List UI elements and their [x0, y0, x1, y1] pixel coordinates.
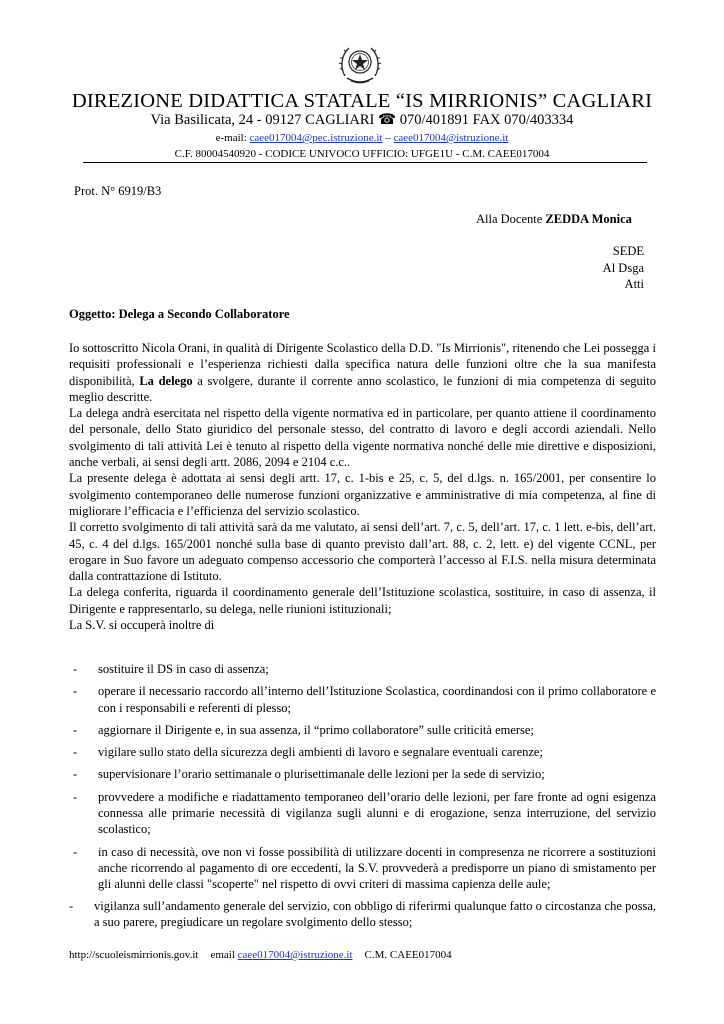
- email-main-link[interactable]: caee017004@istruzione.it: [393, 132, 509, 144]
- body-paragraph-2: La delega andrà esercitata nel rispetto della vigente normativa ed in particolare, per quanto attiene il coordinamento del personale, dello Stato giuridico del personale stesso, del contratto di lavoro e degli accordi aziendali. Nello svolgimento di tali attività Lei è tenuto al rispetto della vigente normativa nonché delle mie direttive e disposizioni, anche verbali, ai sensi degli artt. 2086, 2094 e 2104 c.c..: [69, 406, 656, 470]
- list-item: [69, 844, 656, 893]
- subject-line: Oggetto: Delega a Secondo Collaboratore: [69, 307, 290, 321]
- emblem-icon: [337, 40, 383, 90]
- duty-text: supervisionare l’orario settimanale o plurisettimanale delle lezioni per la sede di servizio;: [98, 767, 545, 782]
- page-footer: [69, 949, 464, 961]
- footer-email-link[interactable]: caee017004@istruzione.it: [237, 949, 353, 961]
- addressee-prefix: Alla Docente: [476, 212, 546, 226]
- school-name: DIREZIONE DIDATTICA STATALE “IS MIRRIONIS” CAGLIARI: [71, 90, 653, 112]
- list-item: [69, 744, 656, 760]
- body-paragraph-3: La presente delega è adottata ai sensi degli artt. 17, c. 1-bis e 25, c. 5, del d.lgs. n. 165/2001, per consentire lo svolgimento contemporaneo delle numerose funzioni organizzative e amministrative di mia competenza, al fine di migliorare l’efficacia e l’efficienza del servizio scolastico.: [69, 471, 656, 518]
- footer-email-label: email: [210, 949, 238, 961]
- p1-text-b: a svolgere, durante il corrente anno scolastico, le funzioni di mia competenza di seguito meglio descritte.: [69, 373, 656, 404]
- bullet-dash: -: [73, 745, 78, 760]
- bullet-dash: -: [73, 722, 78, 737]
- p1-text-a: Io sottoscritto Nicola Orani, in qualità di Dirigente Scolastico della D.D. "Is Mirrionis", ritenendo che Lei possegga i requisiti professionali e l’esperienza richiesti dalla specifica natura delle funzioni oltre che la sua manifesta disponibilità,: [69, 341, 656, 388]
- duty-text: in caso di necessità, ove non vi fosse possibilità di utilizzare docenti in compresenza ne ricorrere a sostituzioni anche ricorrendo al pagamento di ore eccedenti, la S.V. provvederà a predisporre un piano di smistamento per gli alunni delle classi "scoperte" nel rispetto di ovvi criteri di massima capienza delle aule;: [98, 844, 656, 892]
- email-label: e-mail:: [215, 132, 250, 144]
- recipients-block: [603, 243, 644, 293]
- body-paragraph-5: La delega conferita, riguarda il coordinamento generale dell’Istituzione scolastica, sostituire, in caso di assenza, il Dirigente e rappresentarlo, su delega, nelle riunioni istituzionali;: [69, 585, 656, 616]
- bullet-dash: -: [73, 767, 78, 782]
- footer-website-link[interactable]: http://scuoleismirrionis.gov.it: [69, 949, 199, 961]
- addressee-name: ZEDDA Monica: [545, 212, 632, 226]
- duty-text: sostituire il DS in caso di assenza;: [98, 662, 269, 676]
- body-paragraph-4: Il corretto svolgimento di tali attività sarà da me valutato, ai sensi dell’art. 7, c. 5, dell’art. 17, c. 1 lett. e-bis, dell’art. 45, c. 4 del d.lgs. 165/2001 nonché sulla base di quanto previsto dall’art. 88, c. 2, lett. e) del vigente CCNL, per erogare in Suo favore un adeguato compenso accessorio che comporterà l’accesso al F.I.S. nella misura determinata dalla contrattazione di Istituto.: [69, 520, 656, 584]
- duty-text: operare il necessario raccordo all’interno dell’Istituzione Scolastica, coordinandosi con il primo collaboratore e con i responsabili e referenti di plesso;: [98, 684, 656, 715]
- header-divider: [83, 162, 647, 163]
- list-item: [69, 683, 656, 716]
- bullet-dash: -: [73, 684, 78, 699]
- duty-text: provvedere a modifiche e riadattamento temporaneo dell’orario delle lezioni, per fare fronte ad ogni esigenza connessa alle primarie necessità di vigilanza sugli alunni e di erogazione, senza interruzione, del servizio scolastico;: [98, 789, 656, 837]
- duty-text: vigilanza sull’andamento generale del servizio, con obbligo di riferirmi qualunque fatto o circostanza che possa, a suo parere, pregiudicare un regolare svolgimento dello stesso;: [94, 898, 656, 929]
- duty-text: vigilare sullo stato della sicurezza degli ambienti di lavoro e segnalare eventuali carenze;: [98, 745, 543, 760]
- bullet-dash: -: [73, 844, 78, 859]
- email-separator: –: [382, 132, 394, 144]
- list-item: [69, 722, 656, 738]
- list-item: [69, 661, 656, 677]
- list-item: [69, 766, 656, 782]
- school-emails: [0, 132, 724, 144]
- p1-bold: La delego: [139, 373, 193, 388]
- body-paragraph-1: [69, 340, 656, 405]
- bullet-dash: -: [73, 789, 78, 804]
- recipient-sede: SEDE: [612, 244, 644, 258]
- duties-list: [69, 661, 656, 936]
- protocol-number: Prot. N° 6919/B3: [74, 184, 162, 198]
- duty-text: aggiornare il Dirigente e, in sua assenza, il “primo collaboratore” sulle criticità emerse;: [98, 722, 534, 737]
- school-address: Via Basilicata, 24 - 09127 CAGLIARI ☎ 070/401891 FAX 070/403334: [150, 112, 574, 128]
- recipient-atti: Atti: [624, 277, 644, 291]
- list-item: [69, 789, 656, 838]
- footer-code: C.M. CAEE017004: [364, 949, 452, 961]
- school-codes: C.F. 80004540920 - CODICE UNIVOCO UFFICIO: UFGE1U - C.M. CAEE017004: [174, 148, 550, 160]
- recipient-dsga: Al Dsga: [602, 260, 644, 275]
- letter-body: [69, 340, 656, 633]
- body-paragraph-6: La S.V. si occuperà inoltre di: [69, 618, 215, 633]
- bullet-dash: -: [73, 662, 78, 676]
- bullet-dash: -: [69, 898, 74, 913]
- email-pec-link[interactable]: caee017004@pec.istruzione.it: [249, 132, 383, 144]
- list-item: [69, 898, 656, 931]
- addressee: [476, 212, 632, 227]
